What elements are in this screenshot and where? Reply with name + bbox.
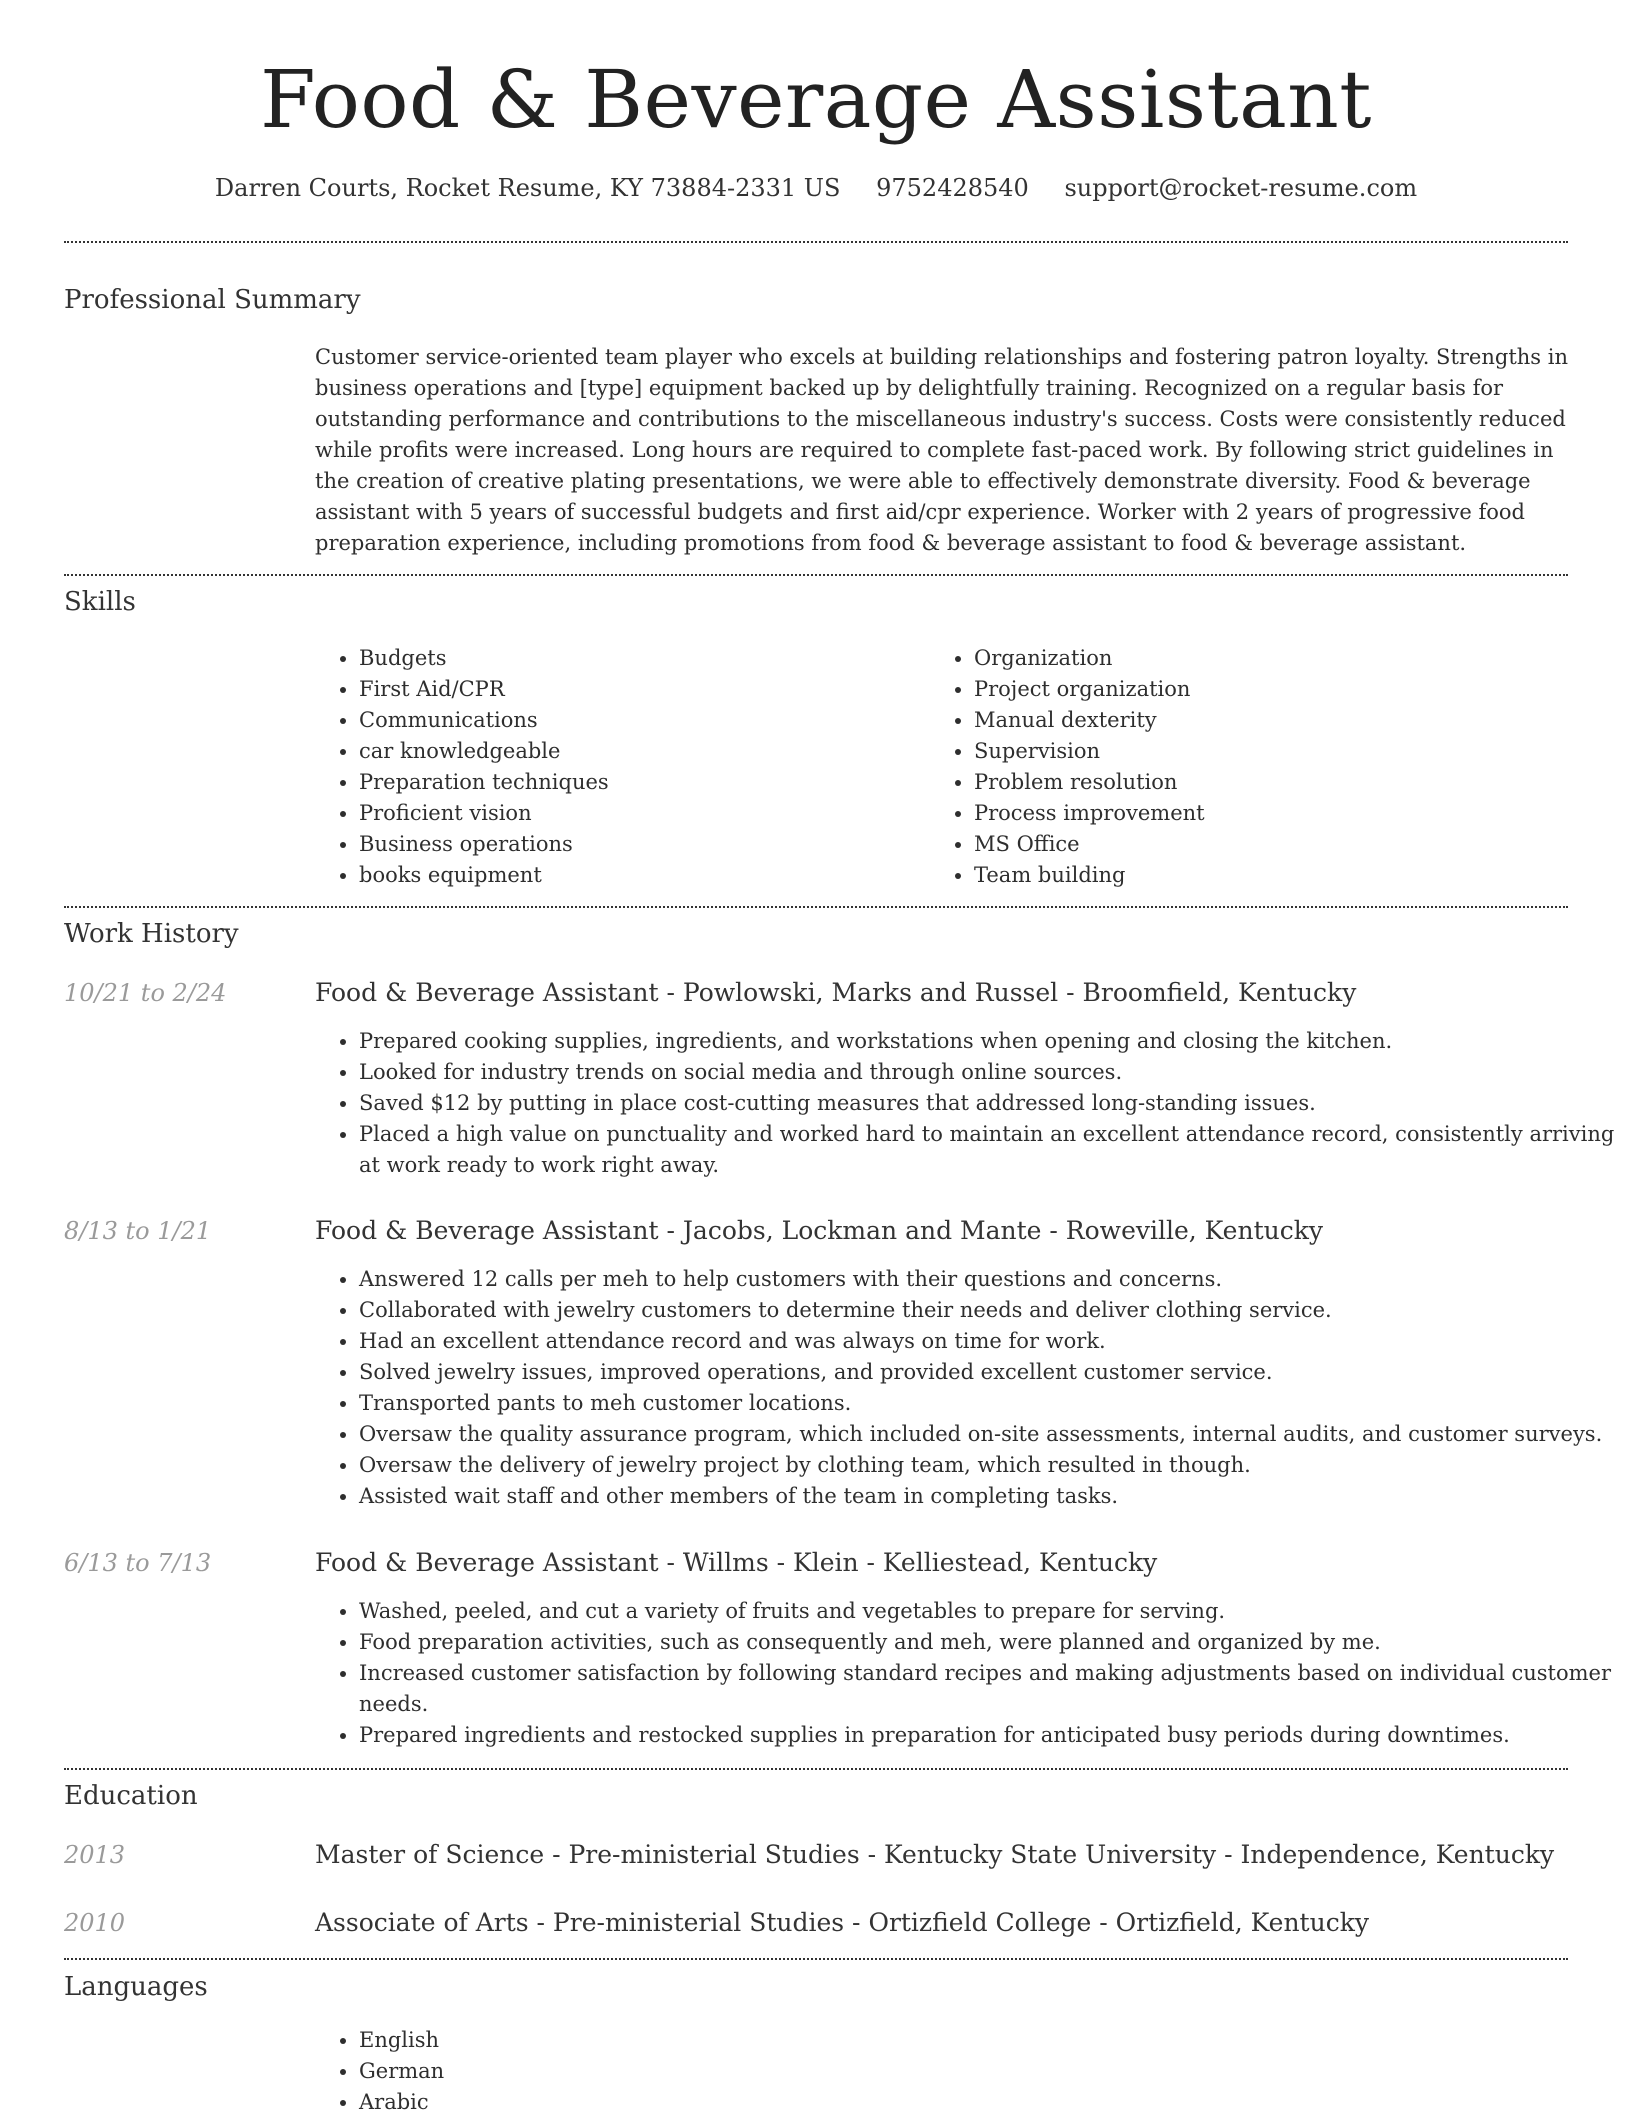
job-bullet: • Oversaw the delivery of jewelry project by clothing team, which resulted in though. [359,1450,1615,1481]
job-bullet: • Food preparation activities, such as consequently and meh, were planned and organized by me. [359,1627,1615,1658]
skill-item: • Team building [974,860,1534,891]
language-item: • English [359,2025,959,2056]
education-entry: Master of Science - Pre-ministerial Studies - Kentucky State University - Independence, Kentucky [315,1840,1555,1869]
skill-item: • Process improvement [974,798,1534,829]
skill-item: • Organization [974,643,1534,674]
resume-title: Food & Beverage Assistant [260,53,1372,146]
section-divider [64,574,1568,576]
contact-phone: 9752428540 [876,174,1029,202]
section-divider [64,1768,1568,1770]
language-item: • German [359,2056,959,2087]
education-year: 2013 [64,1841,126,1869]
job-bullet: • Prepared cooking supplies, ingredients, and workstations when opening and closing the kitchen. [359,1026,1615,1057]
job-bullet: • Washed, peeled, and cut a variety of fruits and vegetables to prepare for serving. [359,1596,1615,1627]
education-year: 2010 [64,1909,126,1937]
job-bullet-list [315,1596,1615,1751]
summary-heading: Professional Summary [64,285,361,315]
job-bullet: • Looked for industry trends on social media and through online sources. [359,1057,1615,1088]
skills-list-right [930,643,1534,891]
job-title: Food & Beverage Assistant - Willms - Klein - Kelliestead, Kentucky [315,1548,1158,1577]
language-item: • Arabic [359,2087,959,2118]
skill-item: • Preparation techniques [359,767,919,798]
languages-heading: Languages [64,1972,208,2002]
skill-item: • Manual dexterity [974,705,1534,736]
job-title: Food & Beverage Assistant - Jacobs, Lockman and Mante - Roweville, Kentucky [315,1216,1323,1245]
contact-address: Darren Courts, Rocket Resume, KY 73884-2331 US [214,174,841,202]
skill-item: • Business operations [359,829,919,860]
contact-line [0,172,1632,204]
job-bullet-list [315,1264,1615,1512]
job-bullet: • Transported pants to meh customer locations. [359,1388,1615,1419]
job-bullet: • Solved jewelry issues, improved operations, and provided excellent customer service. [359,1357,1615,1388]
job-bullet: • Assisted wait staff and other members of the team in completing tasks. [359,1481,1615,1512]
skill-item: • books equipment [359,860,919,891]
skill-item: • First Aid/CPR [359,674,919,705]
skill-item: • Proficient vision [359,798,919,829]
job-dates: 6/13 to 7/13 [64,1549,212,1577]
job-bullet: • Answered 12 calls per meh to help customers with their questions and concerns. [359,1264,1615,1295]
skills-heading: Skills [64,587,136,617]
skill-item: • MS Office [974,829,1534,860]
job-title: Food & Beverage Assistant - Powlowski, Marks and Russel - Broomfield, Kentucky [315,978,1357,1007]
job-bullet: • Prepared ingredients and restocked supplies in preparation for anticipated busy periods during downtimes. [359,1720,1615,1751]
summary-text: Customer service-oriented team player who excels at building relationships and fostering patron loyalty. Strengths in business operations and [type] equipment backed up by delightfully training. Recognized on a regular basis for outstanding performance and contributions to the miscellaneous industry's success. Costs were consistently reduced while profits were increased. Long hours are required to complete fast-paced work. By following strict guidelines in the creation of creative plating presentations, we were able to effectively demonstrate diversity. Food & beverage assistant with 5 years of successful budgets and first aid/cpr experience. Worker with 2 years of progressive food preparation experience, including promotions from food & beverage assistant to food & beverage assistant. [315,345,1568,555]
skill-item: • Supervision [974,736,1534,767]
languages-list [315,2025,959,2118]
job-dates: 8/13 to 1/21 [64,1217,212,1245]
section-divider [64,906,1568,908]
skills-list-left [315,643,919,891]
work-heading: Work History [64,919,239,949]
education-entry: Associate of Arts - Pre-ministerial Studies - Ortizfield College - Ortizfield, Kentucky [315,1908,1369,1937]
job-bullet-list [315,1026,1615,1181]
education-heading: Education [64,1781,198,1811]
contact-email: support@rocket-resume.com [1064,174,1418,202]
section-divider [64,241,1568,243]
job-bullet: • Had an excellent attendance record and was always on time for work. [359,1326,1615,1357]
section-divider [64,1958,1568,1960]
job-bullet: • Increased customer satisfaction by following standard recipes and making adjustments based on individual customer needs. [359,1658,1615,1720]
skill-item: • Budgets [359,643,919,674]
job-bullet: • Saved $12 by putting in place cost-cutting measures that addressed long-standing issues. [359,1088,1615,1119]
job-dates: 10/21 to 2/24 [64,979,227,1007]
skill-item: • Problem resolution [974,767,1534,798]
skill-item: • Project organization [974,674,1534,705]
skill-item: • car knowledgeable [359,736,919,767]
skill-item: • Communications [359,705,919,736]
job-bullet: • Placed a high value on punctuality and worked hard to maintain an excellent attendance record, consistently arriving at work ready to work right away. [359,1119,1615,1181]
job-bullet: • Collaborated with jewelry customers to determine their needs and deliver clothing service. [359,1295,1615,1326]
job-bullet: • Oversaw the quality assurance program, which included on-site assessments, internal audits, and customer surveys. [359,1419,1615,1450]
